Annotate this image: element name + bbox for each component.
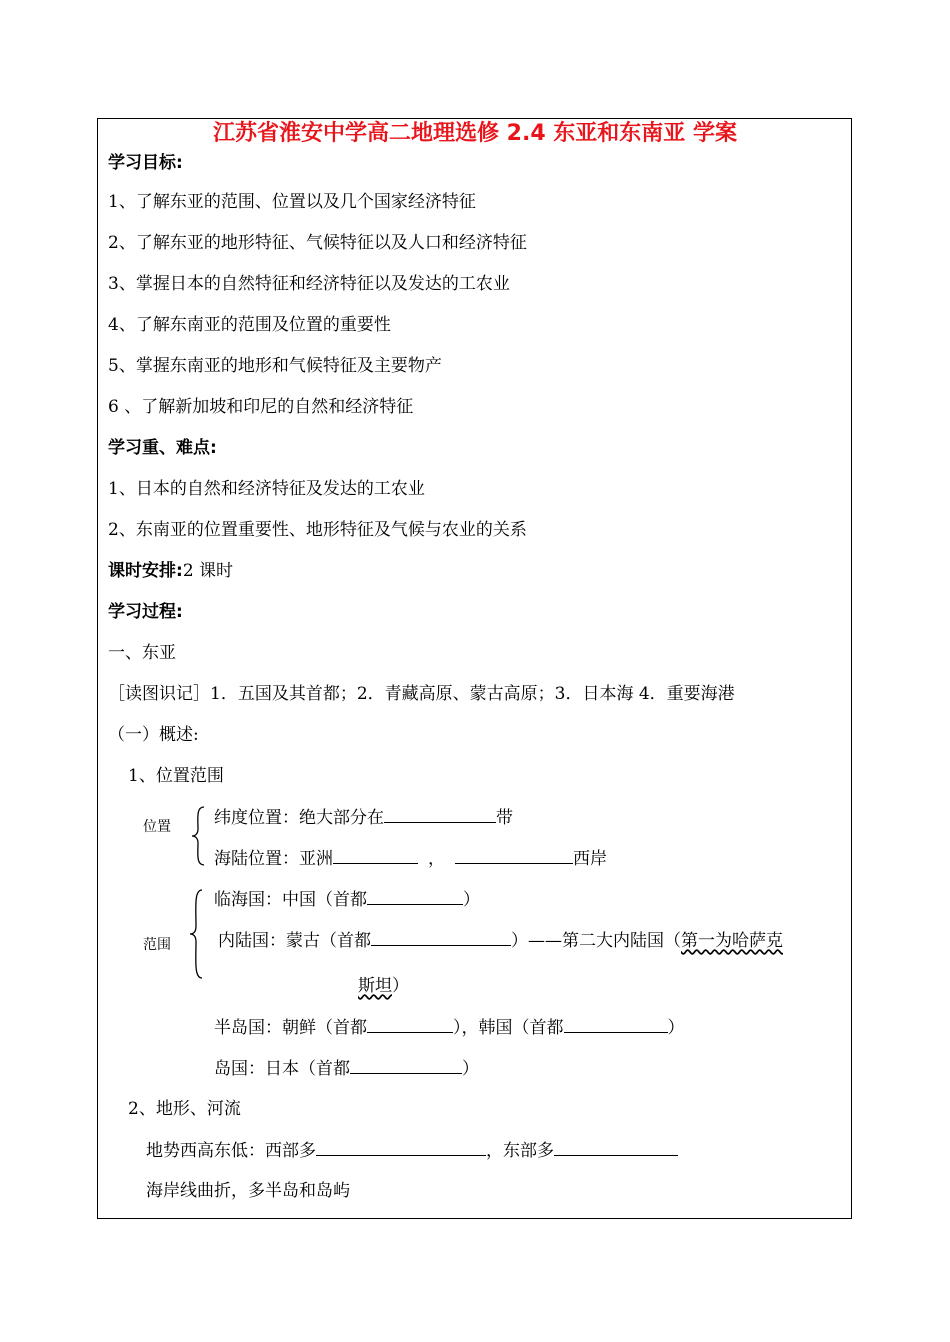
kazakhstan-text: 第一为哈萨克: [681, 931, 783, 951]
schedule-value: 2 课时: [182, 561, 234, 581]
answer-blank[interactable]: [564, 1016, 668, 1033]
subsection-heading: 1、位置范围: [128, 766, 224, 786]
peninsula-country-line: [214, 1016, 685, 1039]
answer-blank[interactable]: [333, 847, 418, 864]
answer-blank[interactable]: [371, 929, 511, 946]
inland-country-line-cont: [358, 975, 409, 997]
answer-blank[interactable]: [350, 1057, 462, 1074]
latitude-label: 纬度位置：绝大部分在: [214, 808, 384, 828]
sea-land-label: 海陆位置：亚洲: [214, 849, 333, 869]
terrain-label: 地势西高东低：西部多: [146, 1141, 316, 1161]
key-point-item: 2、东南亚的位置重要性、地形特征及气候与农业的关系: [108, 520, 527, 540]
objective-item: 1、了解东亚的范围、位置以及几个国家经济特征: [108, 192, 476, 212]
close-paren: ）: [392, 976, 409, 996]
objectives-heading: 学习目标:: [108, 153, 183, 173]
close-paren: ）: [463, 890, 480, 910]
latitude-line: [214, 806, 513, 829]
sea-land-line: [214, 847, 607, 870]
schedule-label: 课时安排:: [108, 561, 183, 581]
kazakhstan-text-cont: 斯坦: [358, 976, 392, 996]
answer-blank[interactable]: [384, 806, 496, 823]
objective-item: 4、了解东南亚的范围及位置的重要性: [108, 315, 391, 335]
schedule-line: [108, 560, 233, 582]
coastal-label: 临海国：中国（首都: [214, 890, 367, 910]
island-country-line: [214, 1057, 479, 1080]
korea-label: ），韩国（首都: [453, 1018, 564, 1038]
document-title: 江苏省淮安中学高二地理选修 2.4 东亚和东南亚 学案: [213, 121, 737, 146]
process-heading: 学习过程:: [108, 602, 183, 622]
key-point-item: 1、日本的自然和经济特征及发达的工农业: [108, 479, 425, 499]
inland-country-line: [218, 929, 783, 952]
terrain-line: [146, 1139, 678, 1162]
answer-blank[interactable]: [554, 1139, 678, 1156]
section-heading: 一、东亚: [108, 643, 176, 663]
inland-note: ）——第二大内陆国（: [511, 931, 681, 951]
position-label: 位置: [143, 819, 171, 835]
answer-blank[interactable]: [367, 888, 463, 905]
comma: ，: [428, 849, 445, 869]
close-paren: ）: [667, 1018, 685, 1038]
key-points-heading: 学习重、难点:: [108, 438, 217, 458]
objective-item: 6 、了解新加坡和印尼的自然和经济特征: [108, 397, 414, 417]
terrain-east-label: ，东部多: [486, 1141, 554, 1161]
close-paren: ）: [462, 1059, 479, 1079]
read-map-line: ［读图识记］1．五国及其首都；2．青藏高原、蒙古高原；3．日本海 4．重要海港: [108, 684, 735, 704]
island-label: 岛国：日本（首都: [214, 1059, 350, 1079]
subsection-heading: 2、地形、河流: [128, 1099, 241, 1119]
coastline-line: 海岸线曲折，多半岛和岛屿: [146, 1181, 350, 1201]
range-label: 范围: [143, 937, 171, 953]
objective-item: 5、掌握东南亚的地形和气候特征及主要物产: [108, 356, 442, 376]
sea-land-suffix: 西岸: [573, 849, 607, 869]
inland-label: 内陆国：蒙古（首都: [218, 931, 371, 951]
overview-heading: （一）概述:: [108, 725, 199, 745]
objective-item: 3、掌握日本的自然特征和经济特征以及发达的工农业: [108, 274, 510, 294]
brace-icon: [188, 888, 206, 980]
answer-blank[interactable]: [316, 1139, 486, 1156]
answer-blank[interactable]: [367, 1016, 453, 1033]
answer-blank[interactable]: [455, 847, 573, 864]
coastal-country-line: [214, 888, 480, 911]
objective-item: 2、了解东亚的地形特征、气候特征以及人口和经济特征: [108, 233, 527, 253]
latitude-suffix: 带: [496, 808, 513, 828]
brace-icon: [190, 805, 208, 867]
peninsula-label: 半岛国：朝鲜（首都: [214, 1018, 367, 1038]
